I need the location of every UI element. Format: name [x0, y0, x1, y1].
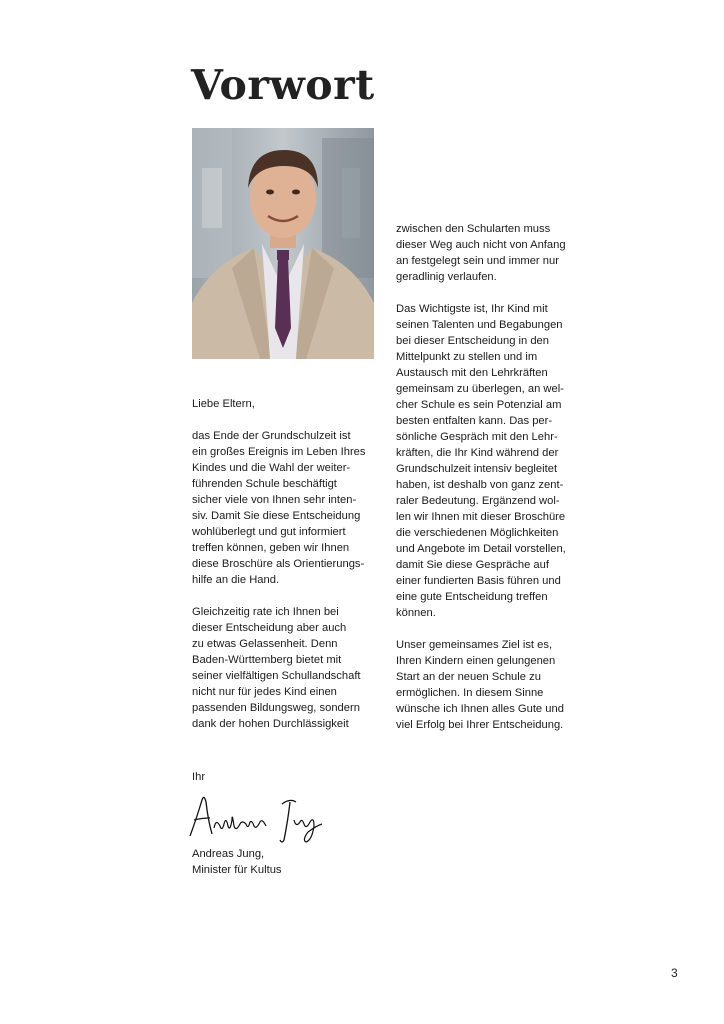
signer-name: Andreas Jung,	[192, 848, 265, 860]
portrait-illustration	[192, 128, 374, 359]
signer-block	[192, 846, 282, 878]
paragraph: Unser gemeinsames Ziel ist es, Ihren Kindern einen gelungenen Start an der neuen Schule zu ermöglichen. In diesem Sinne wünsche ich Ihnen alles Gute und viel Erfolg bei Ihrer Entscheidung.	[396, 639, 564, 731]
portrait-photo	[192, 128, 374, 359]
paragraph: zwischen den Schularten muss dieser Weg auch nicht von Anfang an festgelegt sein und immer nur geradlinig verlaufen.	[396, 223, 566, 283]
greeting: Liebe Eltern,	[192, 398, 255, 410]
closing-word: Ihr	[192, 771, 206, 783]
paragraph: Das Wichtigste ist, Ihr Kind mit seinen Talenten und Begabungen bei dieser Entscheidung in den Mittelpunkt zu stellen und im Austausch mit den Lehrkräften gemeinsam zu überlegen, an wel- cher Schule es sein Potenzial am besten entfalten kann. Das per- sönliche Gespräch mit den Lehr- kräften, die Ihr Kind während der Grundschulzeit intensiv begleitet haben, ist deshalb von ganz zent- raler Bedeutung. Ergänzend wol- len wir Ihnen mit dieser Broschüre die verschiedenen Möglichkeiten und Angebote im Detail vorstellen, damit Sie diese Gespräche auf einer fundierten Basis führen und eine gute Entscheidung treffen können.	[396, 303, 566, 619]
page-number: 3	[671, 966, 678, 980]
paragraph: Gleichzeitig rate ich Ihnen bei dieser Entscheidung aber auch zu etwas Gelassenheit. Denn Baden-Württemberg bietet mit seiner vielfältigen Schullandschaft nicht nur für jedes Kind einen passenden Bildungsweg, sondern dank der hohen Durchlässigkeit	[192, 606, 361, 730]
left-column	[192, 396, 382, 748]
signer-title: Minister für Kultus	[192, 864, 282, 876]
signature	[186, 790, 326, 846]
page-title: Vorwort	[191, 61, 375, 110]
paragraph: das Ende der Grundschulzeit ist ein großes Ereignis im Leben Ihres Kindes und die Wahl der weiter- führenden Schule beschäftigt sicher viele von Ihnen sehr inten- siv. Damit Sie diese Entscheidung wohlüberlegt und gut informiert treffen können, geben wir Ihnen diese Broschüre als Orientierungs- hilfe an die Hand.	[192, 430, 366, 586]
right-column	[396, 221, 586, 749]
